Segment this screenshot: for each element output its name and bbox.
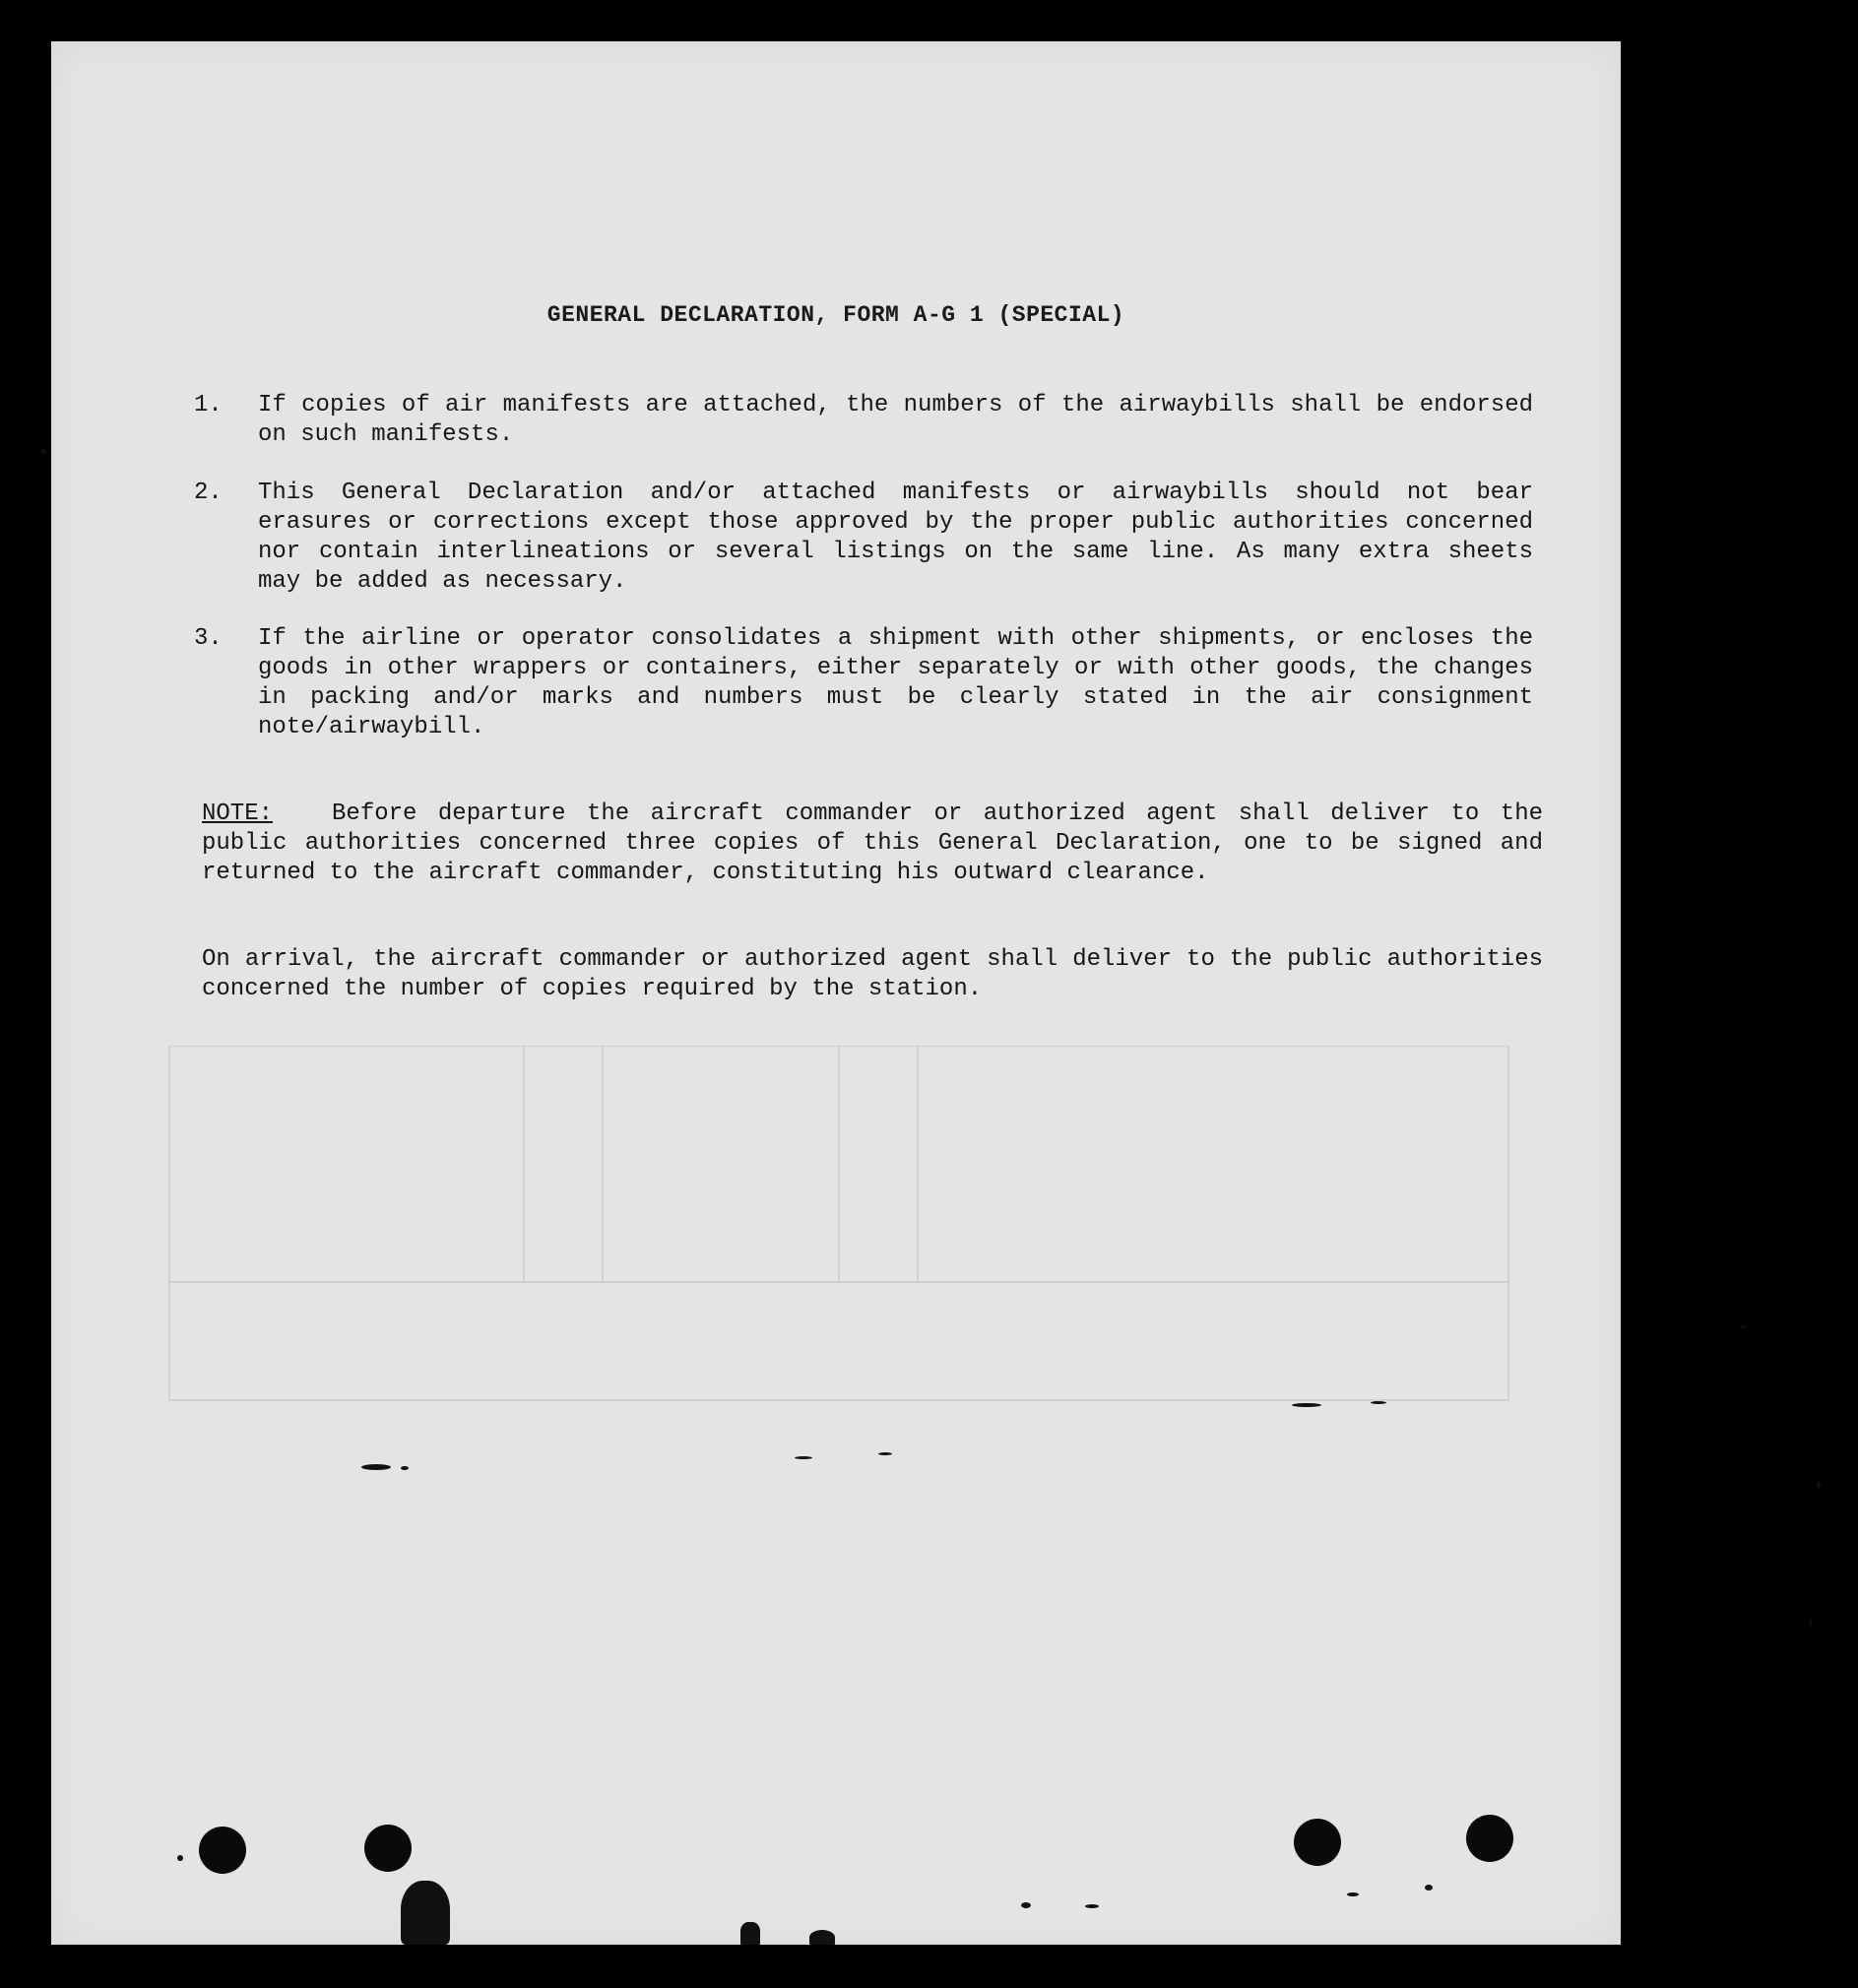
document-page (51, 41, 1621, 1945)
item-number: 2. (194, 480, 223, 506)
arrival-paragraph: On arrival, the aircraft commander or authorized agent shall deliver to the public authorities concerned the number of copies required by the station. (202, 946, 1543, 1002)
item-text: This General Declaration and/or attached manifests or airwaybills should not bear erasures or corrections except those approved by the proper public authorities concerned nor contain interlineations or several listings on the same line. As many extra sheets may be added as necessary. (258, 480, 1533, 595)
item-number: 1. (194, 392, 223, 418)
scan-speck (1810, 1620, 1813, 1626)
ink-speck (361, 1464, 391, 1470)
ink-blot (740, 1922, 760, 1945)
ink-speck (1292, 1403, 1321, 1407)
ink-blot (401, 1881, 450, 1945)
scan-speck (41, 449, 46, 454)
note-paragraph (202, 800, 1543, 888)
list-item (194, 624, 1533, 742)
item-text: If copies of air manifests are attached, the numbers of the airwaybills shall be endorsed on such manifests. (258, 392, 1533, 448)
document-title: GENERAL DECLARATION, FORM A-G 1 (SPECIAL) (546, 302, 1125, 328)
ink-speck (795, 1456, 812, 1459)
punch-hole (199, 1827, 246, 1874)
item-text: If the airline or operator consolidates a shipment with other shipments, or encloses the goods in other wrappers or containers, either separately or with other goods, the changes in packing and/or marks and numbers must be clearly stated in the air consignment note/airwaybill. (258, 625, 1533, 740)
ink-speck (1085, 1904, 1099, 1908)
ink-blot (809, 1930, 835, 1945)
ink-speck (1021, 1902, 1031, 1908)
list-item (194, 479, 1533, 597)
ink-speck (878, 1452, 892, 1455)
ink-speck (177, 1855, 183, 1861)
ink-speck (401, 1466, 409, 1470)
scan-speck (1741, 1325, 1746, 1328)
punch-hole (1294, 1819, 1341, 1866)
ink-speck (1347, 1892, 1359, 1896)
item-number: 3. (194, 625, 223, 652)
ink-speck (1425, 1885, 1433, 1891)
note-text: Before departure the aircraft commander or authorized agent shall deliver to the public authorities concerned three copies of this General Declaration, one to be signed and returned to the aircraft commander, constituting his outward clearance. (202, 801, 1543, 886)
show-through-bleed (150, 1046, 1528, 1420)
punch-hole (1466, 1815, 1513, 1862)
scan-speck (1817, 1482, 1821, 1488)
note-label: NOTE: (202, 801, 274, 827)
list-item (194, 391, 1533, 450)
punch-hole (364, 1825, 412, 1872)
ink-speck (1371, 1401, 1386, 1404)
